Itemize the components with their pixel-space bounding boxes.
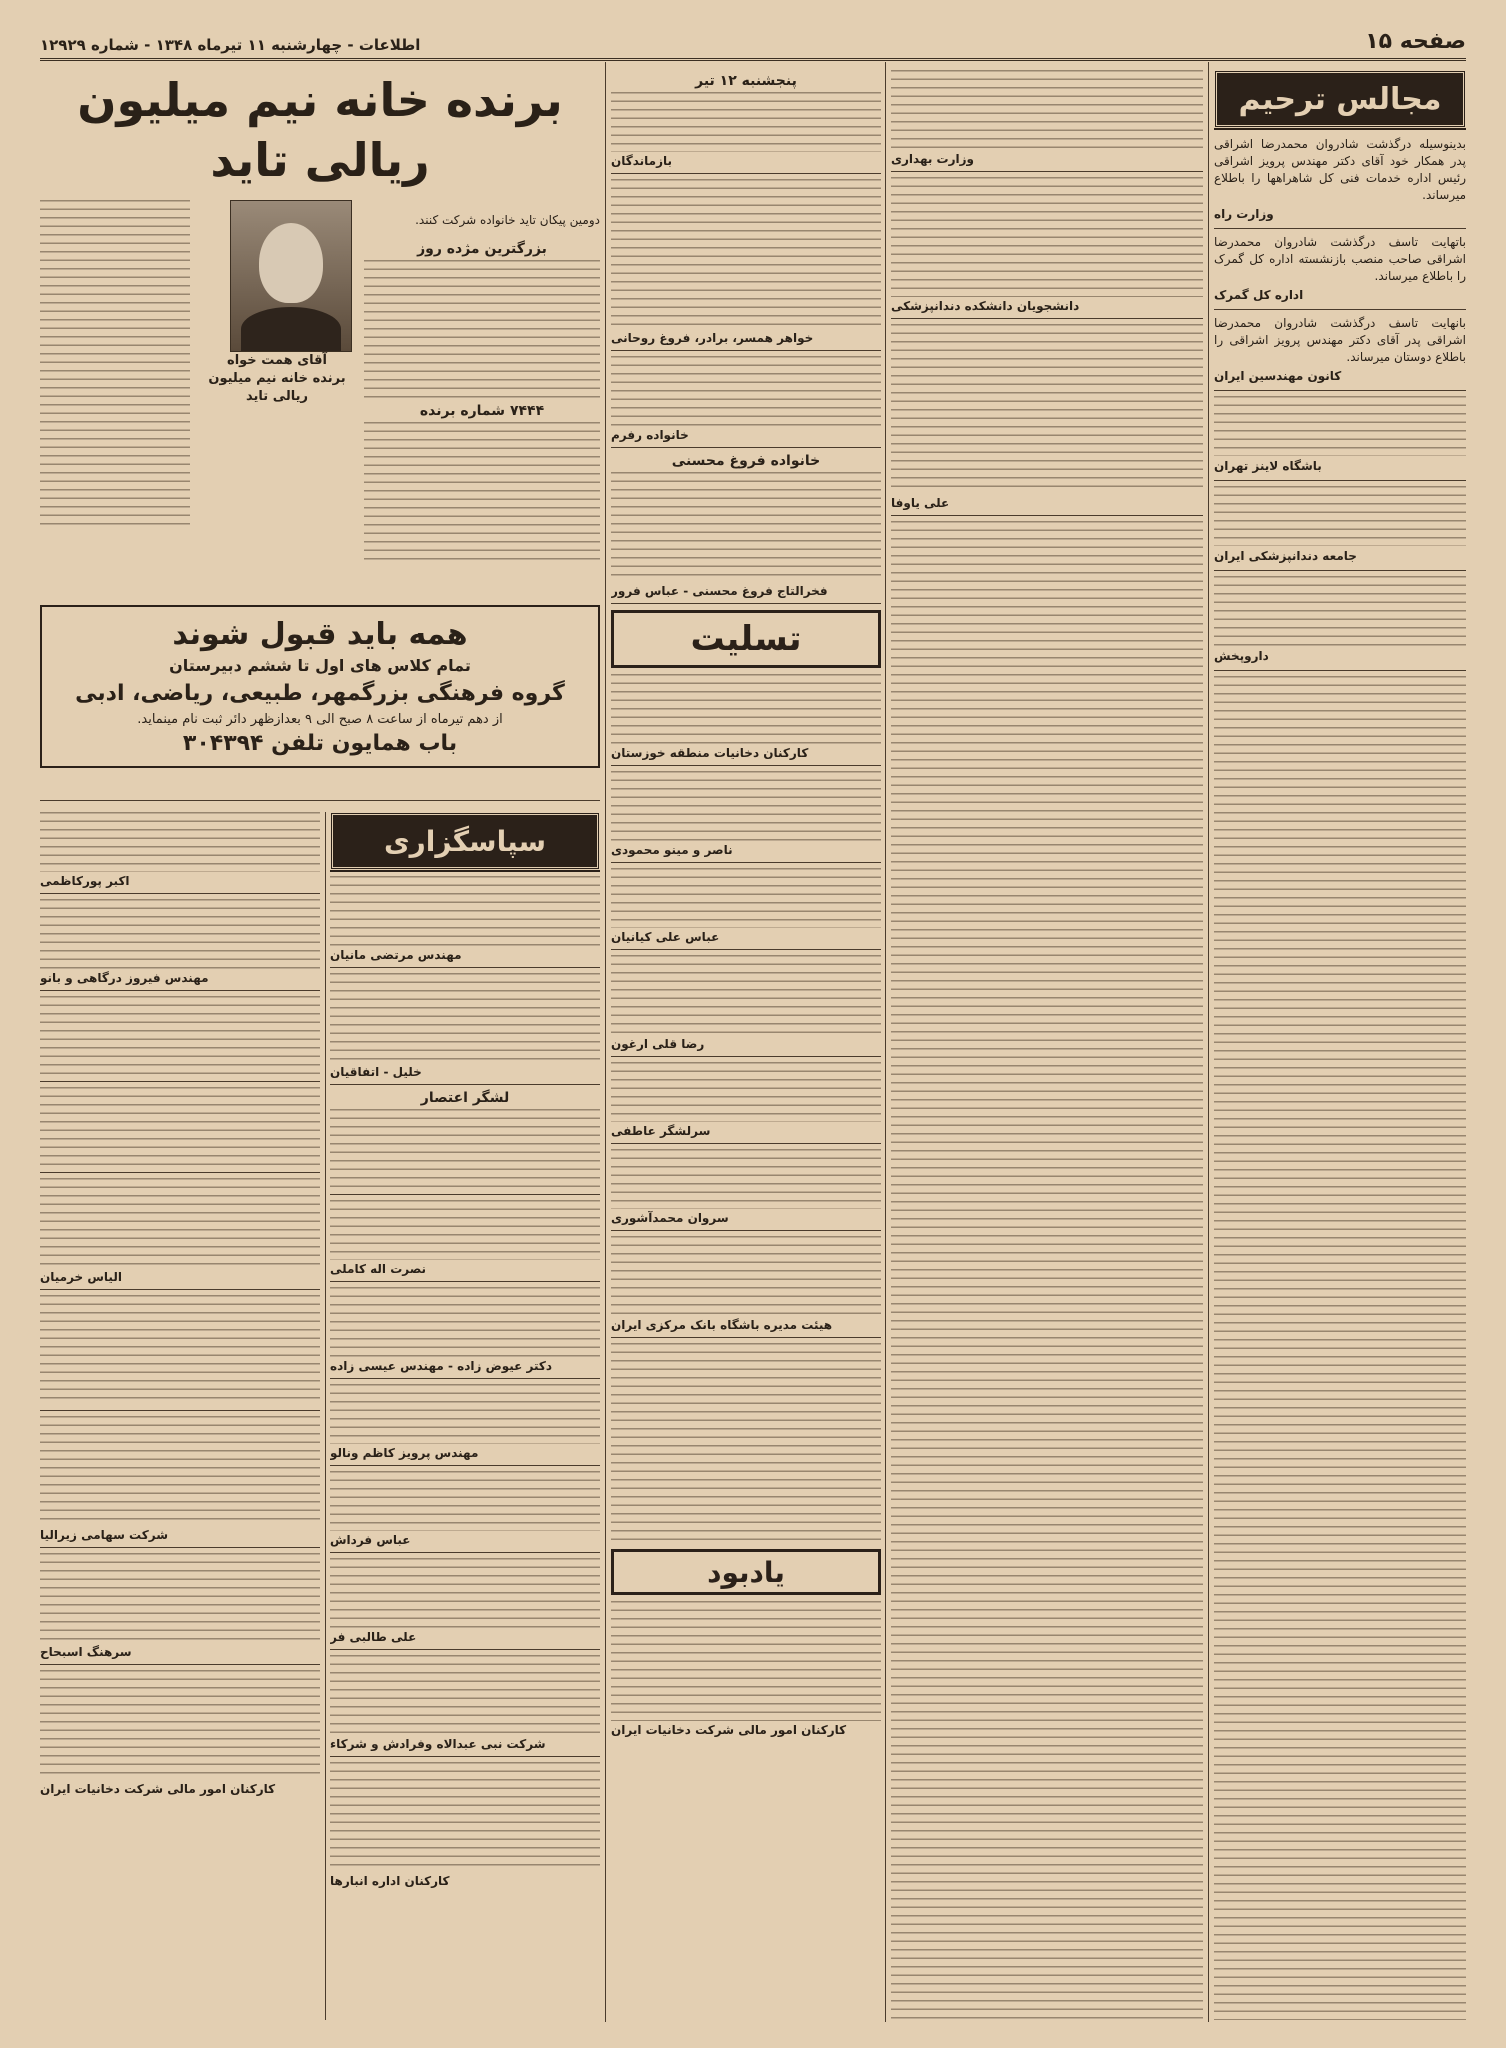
story-photo-column bbox=[202, 200, 352, 562]
masthead bbox=[40, 30, 1466, 61]
notice-heading: خانواده فروغ محسنی bbox=[671, 453, 821, 469]
notice-signature: هیئت مدیره باشگاه بانک مرکزی ایران bbox=[611, 1318, 833, 1332]
notice-signature: کارکنان دخانیات منطقه خوزستان bbox=[611, 746, 809, 760]
notice-signature: الیاس خرمیان bbox=[40, 1270, 122, 1284]
notice-signature: شرکت سهامی زیرالیا bbox=[40, 1528, 169, 1542]
divider bbox=[40, 1081, 320, 1082]
divider bbox=[40, 1410, 320, 1411]
column-separator bbox=[605, 62, 606, 2022]
notice-signature: سرلشگر عاطفی bbox=[611, 1124, 711, 1138]
text-body bbox=[1214, 486, 1466, 546]
notice-signature: بازماندگان bbox=[611, 154, 673, 168]
obituary-column-right bbox=[1214, 70, 1466, 2020]
notice-signature: اکبر پورکاظمی bbox=[40, 874, 130, 888]
text-body bbox=[611, 356, 881, 426]
divider bbox=[611, 862, 881, 863]
divider bbox=[40, 893, 320, 894]
divider bbox=[330, 1084, 600, 1085]
divider bbox=[891, 171, 1203, 172]
divider bbox=[1214, 390, 1466, 391]
text-body bbox=[1214, 676, 1466, 2020]
news-story bbox=[40, 70, 600, 590]
portrait-photo bbox=[230, 200, 352, 352]
section-separator bbox=[40, 800, 600, 801]
text-body bbox=[611, 1601, 881, 1721]
text-body bbox=[330, 1655, 600, 1735]
text-body bbox=[611, 472, 881, 582]
text-body bbox=[611, 771, 881, 841]
story-subhead: ۷۴۴۴ شماره برنده bbox=[419, 403, 545, 419]
text-body bbox=[40, 899, 320, 969]
headline-line: ریالی تاید bbox=[210, 133, 430, 187]
story-text-column bbox=[364, 200, 600, 562]
banner-yadbood: یادبود bbox=[611, 1549, 881, 1595]
text-body bbox=[611, 1062, 881, 1122]
text-body bbox=[891, 521, 1203, 2020]
divider bbox=[40, 1664, 320, 1665]
divider bbox=[611, 1230, 881, 1231]
divider bbox=[330, 1281, 600, 1282]
text-body bbox=[330, 1471, 600, 1531]
text-body bbox=[611, 179, 881, 329]
notice-signature: مهندس پرویز کاظم ونالو bbox=[330, 1446, 479, 1460]
notice-heading: لشگر اعتصار bbox=[420, 1090, 510, 1106]
notice-signature: کانون مهندسین ایران bbox=[1214, 369, 1342, 383]
divider bbox=[40, 1289, 320, 1290]
notice-signature: عباس علی کیانیان bbox=[611, 930, 720, 944]
text-body bbox=[330, 1109, 600, 1189]
notice-signature: خلیل - اتفاقیان bbox=[330, 1065, 422, 1079]
story-subhead: بزرگترین مژده روز bbox=[417, 241, 547, 257]
column-separator bbox=[885, 62, 886, 2022]
portrait-face bbox=[259, 223, 323, 303]
story-lead: دومین پیکان تاید خانواده شرکت کنند. bbox=[415, 213, 600, 227]
ad-line: باب همایون تلفن ۳۰۴۳۹۴ bbox=[182, 731, 458, 756]
notice-text: بدینوسیله درگذشت شادروان محمدرضا اشراقی پدر همکار خود آقای دکتر مهندس پرویز اشراقی رئیس اداره خدمات فنی کل شاهراهها را باطلاع میرساند. bbox=[1214, 137, 1466, 202]
text-body bbox=[891, 177, 1203, 297]
divider bbox=[330, 967, 600, 968]
ad-line: گروه فرهنگی بزرگمهر، طبیعی، ریاضی، ادبی bbox=[75, 681, 565, 706]
obituary-column-mid-right bbox=[891, 70, 1203, 2020]
notice-signature: علی یاوفا bbox=[891, 496, 950, 510]
text-body bbox=[40, 1178, 320, 1268]
caption-line: آقای همت خواه bbox=[227, 353, 327, 368]
divider bbox=[611, 1056, 881, 1057]
text-body bbox=[40, 812, 320, 872]
text-body bbox=[891, 70, 1203, 150]
ad-line: تمام کلاس های اول تا ششم دبیرستان bbox=[169, 656, 471, 675]
notice-signature: نصرت اله کاملی bbox=[330, 1262, 427, 1276]
notice-signature: وزارت بهداری bbox=[891, 152, 975, 166]
ad-line: همه باید قبول شوند bbox=[172, 617, 468, 652]
obituary-column-mid-left bbox=[611, 70, 881, 2020]
story-headline bbox=[40, 70, 600, 190]
divider bbox=[330, 1649, 600, 1650]
advertisement bbox=[40, 605, 600, 795]
notice-signature: ناصر و مینو محمودی bbox=[611, 843, 733, 857]
divider bbox=[330, 1194, 600, 1195]
notice-signature: دانشجویان دانشکده دندانپزشکی bbox=[891, 299, 1080, 313]
divider bbox=[330, 1552, 600, 1553]
notice-signature: سرهنگ اسبحاح bbox=[40, 1645, 132, 1659]
text-body bbox=[330, 1558, 600, 1628]
text-body bbox=[40, 1670, 320, 1780]
banner-majales: مجالس ترحیم bbox=[1214, 70, 1466, 128]
divider bbox=[1214, 670, 1466, 671]
notice-signature: جامعه دندانپزشکی ایران bbox=[1214, 549, 1357, 563]
notice-signature: کارکنان امور مالی شرکت دخانیات ایران bbox=[611, 1723, 847, 1737]
text-body bbox=[1214, 396, 1466, 456]
notice-signature: خانواده رفرم bbox=[611, 428, 689, 442]
notice-signature: اداره کل گمرک bbox=[1214, 288, 1304, 302]
text-body bbox=[40, 1553, 320, 1643]
text-body bbox=[611, 1343, 881, 1543]
text-body bbox=[1214, 576, 1466, 646]
story-body bbox=[40, 200, 600, 562]
text-body bbox=[611, 674, 881, 744]
text-body bbox=[40, 1295, 320, 1405]
text-body bbox=[40, 996, 320, 1076]
story-text-column bbox=[40, 200, 190, 562]
divider bbox=[611, 949, 881, 950]
divider bbox=[611, 1337, 881, 1338]
caption-line: برنده خانه نیم میلیون ریالی تاید bbox=[208, 371, 346, 404]
notice-signature: کارکنان اداره انبارها bbox=[330, 1874, 450, 1888]
column-separator bbox=[1208, 62, 1209, 2022]
notice-signature: رضا قلی ارغون bbox=[611, 1037, 705, 1051]
text-body bbox=[330, 1762, 600, 1872]
ad-line: از دهم تیرماه از ساعت ۸ صبح الی ۹ بعدازظهر دائر ثبت نام مینماید. bbox=[137, 712, 503, 727]
divider bbox=[611, 447, 881, 448]
text-body bbox=[611, 1149, 881, 1209]
notice-text: باتهایت تاسف درگذشت شادروان محمدرضا اشراقی صاحب منصب بازنشسته اداره کل گمرک را باطلاع میرساند. bbox=[1214, 235, 1466, 283]
notice-signature: شرکت نبی عبدالاه وفرادش و شرکاء bbox=[330, 1737, 546, 1751]
notice-signature: فخرالتاج فروغ محسنی - عباس فرور bbox=[611, 584, 828, 598]
notice-signature: باشگاه لاینز تهران bbox=[1214, 459, 1322, 473]
masthead-text: اطلاعات - چهارشنبه ۱۱ تیرماه ۱۳۴۸ - شماره ۱۲۹۲۹ bbox=[40, 36, 421, 54]
headline-line: برنده خانه نیم میلیون bbox=[77, 73, 563, 127]
notice-text: بانهایت تاسف درگذشت شادروان محمدرضا اشراقی پدر آقای دکتر مهندس پرویز اشراقی را باطلاع دوستان میرساند. bbox=[1214, 316, 1466, 364]
text-body bbox=[611, 868, 881, 928]
notice-signature: مهندس فیروز درگاهی و بانو bbox=[40, 971, 209, 985]
divider bbox=[330, 1756, 600, 1757]
text-body bbox=[40, 1087, 320, 1167]
divider bbox=[40, 1547, 320, 1548]
notice-signature: کارکنان امور مالی شرکت دخانیات ایران bbox=[40, 1782, 276, 1796]
notice-signature: داروپخش bbox=[1214, 649, 1269, 663]
divider bbox=[1214, 570, 1466, 571]
notice-signature: علی طالبی فر bbox=[330, 1630, 417, 1644]
text-body bbox=[330, 1200, 600, 1260]
text-body bbox=[330, 876, 600, 946]
divider bbox=[330, 1465, 600, 1466]
text-body bbox=[330, 973, 600, 1063]
page-number: صفحه ۱۵ bbox=[1365, 29, 1466, 54]
divider bbox=[1214, 228, 1466, 229]
notice-signature: مهندس مرتضی مانیان bbox=[330, 948, 462, 962]
divider bbox=[611, 173, 881, 174]
divider bbox=[891, 318, 1203, 319]
divider bbox=[1214, 309, 1466, 310]
text-body bbox=[891, 324, 1203, 494]
text-body bbox=[330, 1287, 600, 1357]
notice-signature: دکتر عیوض زاده - مهندس عیسی زاده bbox=[330, 1359, 553, 1373]
divider bbox=[330, 1378, 600, 1379]
text-body bbox=[40, 200, 190, 530]
banner-sepasgozari: سپاسگزاری bbox=[330, 812, 600, 870]
text-body bbox=[611, 955, 881, 1035]
text-body bbox=[40, 1416, 320, 1526]
column-separator bbox=[325, 812, 326, 2020]
notice-signature: عباس فرداش bbox=[330, 1533, 411, 1547]
notice-signature: خواهر همسر، برادر، فروغ روحانی bbox=[611, 331, 814, 345]
banner-tasliyat: تسلیت bbox=[611, 610, 881, 668]
divider bbox=[611, 350, 881, 351]
divider bbox=[611, 1143, 881, 1144]
divider bbox=[611, 603, 881, 604]
portrait-coat bbox=[241, 307, 341, 351]
sepas-column-left bbox=[40, 812, 320, 2020]
sepas-column-right bbox=[330, 812, 600, 2020]
text-body bbox=[611, 92, 881, 152]
text-body bbox=[364, 422, 600, 562]
ad-box bbox=[40, 605, 600, 768]
divider bbox=[40, 990, 320, 991]
text-body bbox=[330, 1384, 600, 1444]
notice-heading: پنجشنبه ۱۲ تیر bbox=[695, 73, 797, 89]
photo-caption bbox=[202, 352, 352, 406]
divider bbox=[40, 1172, 320, 1173]
divider bbox=[891, 515, 1203, 516]
divider bbox=[611, 765, 881, 766]
notice bbox=[1214, 136, 1466, 671]
text-body bbox=[611, 1236, 881, 1316]
divider bbox=[1214, 480, 1466, 481]
notice-signature: وزارت راه bbox=[1214, 207, 1274, 221]
text-body bbox=[364, 260, 600, 400]
notice-signature: سروان محمدآشوری bbox=[611, 1211, 729, 1225]
